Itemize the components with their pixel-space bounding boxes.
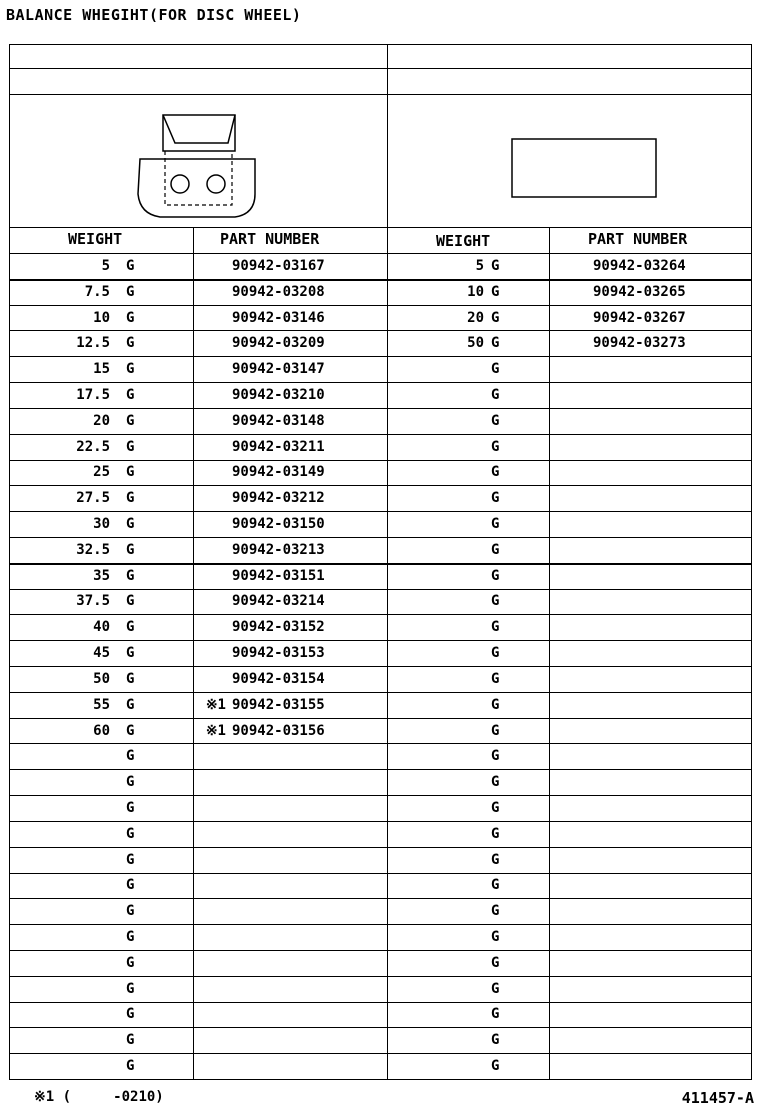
left-weight-unit: G	[126, 826, 135, 842]
left-part-number: 90942-03213	[232, 542, 325, 558]
left-part-number: 90942-03154	[232, 671, 325, 687]
row-divider	[10, 640, 751, 641]
right-weight-unit: G	[491, 826, 500, 842]
row-divider	[10, 485, 751, 486]
left-note-mark: ※1	[205, 723, 226, 739]
left-part-number: 90942-03214	[232, 593, 325, 609]
right-weight-unit: G	[491, 335, 500, 351]
right-weight-unit: G	[491, 645, 500, 661]
row-divider	[10, 434, 751, 435]
left-weight-value: 12.5	[76, 335, 110, 351]
right-weight-unit: G	[491, 852, 500, 868]
row-divider	[10, 821, 751, 822]
left-weight-unit: G	[126, 516, 135, 532]
right-weight-value: 10	[467, 284, 484, 300]
right-weight-unit: G	[491, 981, 500, 997]
left-weight-value: 20	[93, 413, 110, 429]
left-weight-unit: G	[126, 903, 135, 919]
right-weight-unit: G	[491, 568, 500, 584]
right-part-number: 90942-03273	[593, 335, 686, 351]
left-weight-header: WEIGHT	[68, 230, 123, 248]
left-part-number: 90942-03150	[232, 516, 325, 532]
row-divider	[10, 1002, 751, 1003]
right-weight-value: 5	[475, 258, 484, 274]
left-weight-value: 40	[93, 619, 110, 635]
right-weight-unit: G	[491, 284, 500, 300]
right-weight-unit: G	[491, 697, 500, 713]
left-weight-unit: G	[126, 258, 135, 274]
left-weight-unit: G	[126, 800, 135, 816]
row-divider	[10, 94, 751, 95]
left-weight-unit: G	[126, 490, 135, 506]
right-weight-unit: G	[491, 877, 500, 893]
right-weight-unit: G	[491, 929, 500, 945]
left-weight-value: 55	[93, 697, 110, 713]
row-divider	[10, 227, 751, 228]
left-weight-unit: G	[126, 619, 135, 635]
column-divider	[193, 227, 194, 1079]
right-weight-unit: G	[491, 903, 500, 919]
parts-table	[9, 44, 752, 1080]
right-part-number-header: PART NUMBER	[588, 230, 688, 248]
left-part-number: 90942-03156	[232, 723, 325, 739]
right-weight-unit: G	[491, 955, 500, 971]
left-part-number: 90942-03153	[232, 645, 325, 661]
row-divider	[10, 408, 751, 409]
right-weight-unit: G	[491, 542, 500, 558]
row-divider	[10, 614, 751, 615]
left-weight-value: 35	[93, 568, 110, 584]
row-divider	[10, 68, 751, 69]
row-divider	[10, 950, 751, 951]
right-weight-unit: G	[491, 490, 500, 506]
left-weight-unit: G	[126, 955, 135, 971]
right-weight-unit: G	[491, 800, 500, 816]
row-divider	[10, 873, 751, 874]
page-title: BALANCE WHEGIHT(FOR DISC WHEEL)	[6, 6, 302, 24]
left-weight-unit: G	[126, 723, 135, 739]
row-divider	[10, 382, 751, 383]
right-weight-unit: G	[491, 1032, 500, 1048]
left-weight-value: 10	[93, 310, 110, 326]
left-weight-unit: G	[126, 877, 135, 893]
right-weight-unit: G	[491, 310, 500, 326]
left-part-number: 90942-03208	[232, 284, 325, 300]
left-weight-unit: G	[126, 981, 135, 997]
left-weight-value: 60	[93, 723, 110, 739]
right-weight-unit: G	[491, 361, 500, 377]
left-part-number: 90942-03147	[232, 361, 325, 377]
row-divider	[10, 666, 751, 667]
right-weight-unit: G	[491, 439, 500, 455]
clip-on-weight-drawing	[130, 109, 260, 221]
left-weight-unit: G	[126, 697, 135, 713]
left-weight-unit: G	[126, 748, 135, 764]
left-weight-value: 25	[93, 464, 110, 480]
left-weight-unit: G	[126, 568, 135, 584]
right-weight-unit: G	[491, 774, 500, 790]
left-weight-unit: G	[126, 852, 135, 868]
row-divider	[10, 563, 751, 565]
left-part-number: 90942-03146	[232, 310, 325, 326]
left-weight-unit: G	[126, 593, 135, 609]
left-part-number-header: PART NUMBER	[220, 230, 320, 248]
footnote: ※1 ( -0210)	[34, 1089, 164, 1105]
row-divider	[10, 537, 751, 538]
document-code: 411457-A	[681, 1089, 754, 1107]
row-divider	[10, 1053, 751, 1054]
row-divider	[10, 356, 751, 357]
left-weight-value: 17.5	[76, 387, 110, 403]
left-weight-unit: G	[126, 387, 135, 403]
left-weight-unit: G	[126, 671, 135, 687]
right-weight-unit: G	[491, 619, 500, 635]
row-divider	[10, 460, 751, 461]
row-divider	[10, 924, 751, 925]
right-weight-unit: G	[491, 748, 500, 764]
left-weight-unit: G	[126, 361, 135, 377]
left-part-number: 90942-03209	[232, 335, 325, 351]
left-weight-value: 45	[93, 645, 110, 661]
right-weight-unit: G	[491, 723, 500, 739]
right-weight-unit: G	[491, 258, 500, 274]
left-part-number: 90942-03152	[232, 619, 325, 635]
right-weight-unit: G	[491, 387, 500, 403]
row-divider	[10, 589, 751, 590]
right-weight-value: 20	[467, 310, 484, 326]
left-part-number: 90942-03167	[232, 258, 325, 274]
right-weight-unit: G	[491, 464, 500, 480]
row-divider	[10, 795, 751, 796]
row-divider	[10, 976, 751, 977]
left-weight-unit: G	[126, 413, 135, 429]
left-weight-unit: G	[126, 1032, 135, 1048]
row-divider	[10, 692, 751, 693]
right-part-number: 90942-03265	[593, 284, 686, 300]
row-divider	[10, 279, 751, 281]
row-divider	[10, 898, 751, 899]
row-divider	[10, 718, 751, 719]
left-weight-value: 5	[101, 258, 110, 274]
right-part-number: 90942-03264	[593, 258, 686, 274]
adhesive-weight-drawing	[510, 137, 660, 199]
left-weight-value: 27.5	[76, 490, 110, 506]
left-part-number: 90942-03212	[232, 490, 325, 506]
left-note-mark: ※1	[205, 697, 226, 713]
left-part-number: 90942-03149	[232, 464, 325, 480]
right-weight-unit: G	[491, 1058, 500, 1074]
left-weight-unit: G	[126, 542, 135, 558]
left-weight-value: 30	[93, 516, 110, 532]
right-part-number: 90942-03267	[593, 310, 686, 326]
left-weight-unit: G	[126, 1006, 135, 1022]
left-weight-unit: G	[126, 774, 135, 790]
left-weight-unit: G	[126, 439, 135, 455]
left-weight-value: 15	[93, 361, 110, 377]
row-divider	[10, 330, 751, 331]
row-divider	[10, 769, 751, 770]
left-weight-unit: G	[126, 310, 135, 326]
left-part-number: 90942-03151	[232, 568, 325, 584]
left-weight-unit: G	[126, 1058, 135, 1074]
row-divider	[10, 511, 751, 512]
row-divider	[10, 1027, 751, 1028]
left-weight-unit: G	[126, 464, 135, 480]
right-weight-value: 50	[467, 335, 484, 351]
right-weight-header: WEIGHT	[436, 232, 491, 250]
left-weight-value: 37.5	[76, 593, 110, 609]
left-weight-unit: G	[126, 645, 135, 661]
header-divider	[10, 253, 751, 254]
column-divider	[549, 227, 550, 1079]
left-weight-unit: G	[126, 284, 135, 300]
left-weight-value: 50	[93, 671, 110, 687]
left-weight-value: 7.5	[84, 284, 110, 300]
left-weight-value: 32.5	[76, 542, 110, 558]
left-weight-value: 22.5	[76, 439, 110, 455]
row-divider	[10, 305, 751, 306]
left-part-number: 90942-03155	[232, 697, 325, 713]
left-weight-unit: G	[126, 335, 135, 351]
right-weight-unit: G	[491, 1006, 500, 1022]
left-weight-unit: G	[126, 929, 135, 945]
row-divider	[10, 847, 751, 848]
right-weight-unit: G	[491, 413, 500, 429]
left-part-number: 90942-03211	[232, 439, 325, 455]
row-divider	[10, 743, 751, 744]
right-weight-unit: G	[491, 671, 500, 687]
left-part-number: 90942-03210	[232, 387, 325, 403]
right-weight-unit: G	[491, 593, 500, 609]
left-part-number: 90942-03148	[232, 413, 325, 429]
right-weight-unit: G	[491, 516, 500, 532]
